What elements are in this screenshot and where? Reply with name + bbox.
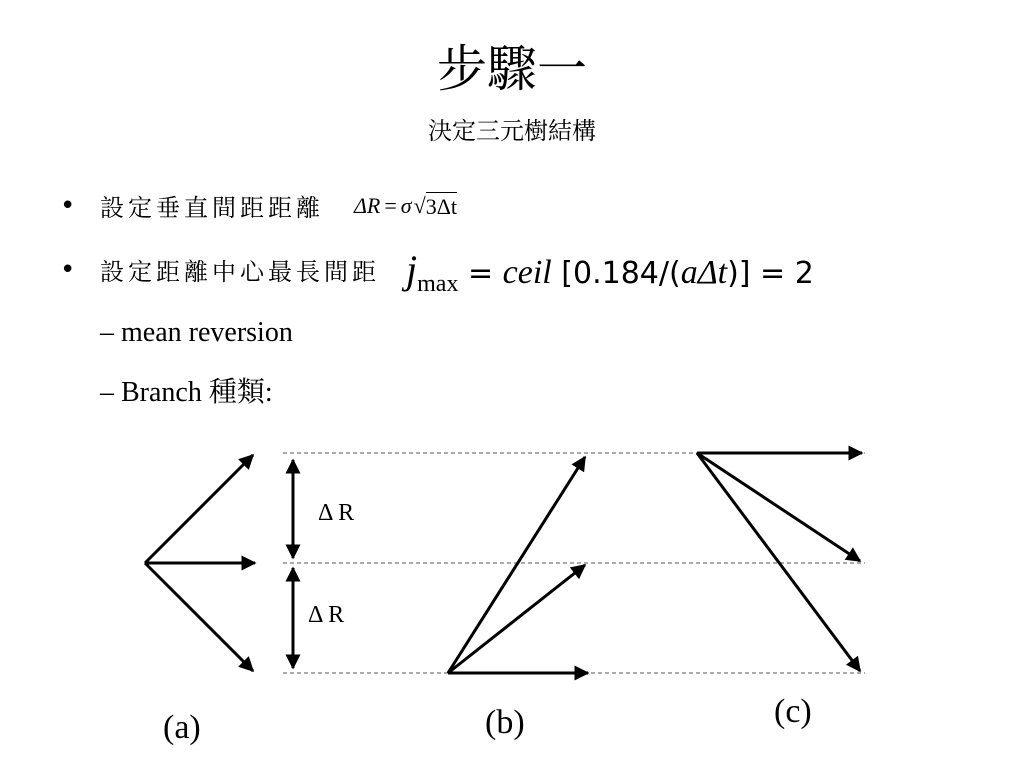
- formula-sub: max: [417, 271, 459, 297]
- formula-eq: =: [384, 192, 397, 218]
- formula-lhs: ΔR: [354, 192, 381, 218]
- panel-label-b: (b): [485, 704, 525, 741]
- delta-r-lower-label: Δ R: [308, 602, 345, 628]
- slide-title: 步驟一: [437, 40, 587, 98]
- subitem-dash: –: [100, 317, 114, 348]
- branch-b-up-one-arrow: [448, 565, 585, 673]
- panel-label-a: (a): [163, 709, 201, 746]
- delta-r-upper-label: Δ R: [318, 500, 355, 526]
- branch-c-downward: [697, 453, 862, 671]
- bullet-dot: •: [60, 190, 76, 221]
- branch-a-up-arrow: [145, 455, 253, 563]
- bullet-dot: •: [60, 254, 76, 285]
- formula-dt: Δt: [697, 254, 728, 291]
- subitem-dash: –: [100, 377, 114, 408]
- branch-c-down-two-arrow: [697, 453, 860, 671]
- formula-a: a: [680, 254, 698, 291]
- branch-a-down-arrow: [145, 563, 253, 671]
- formula-sigma: σ: [400, 192, 412, 218]
- subitem-text: mean reversion: [121, 317, 293, 348]
- formula-eq: =: [458, 256, 503, 291]
- formula-bracket-close: )] = 2: [727, 256, 814, 291]
- formula-radicand: 3Δt: [425, 193, 457, 219]
- formula-ceil: ceil: [502, 254, 552, 291]
- subitem-text: Branch 種類:: [121, 377, 273, 408]
- branch-b-upward: [448, 457, 588, 673]
- formula-j: j: [406, 247, 418, 292]
- formula-bracket-open: [0.184/(: [551, 256, 681, 291]
- bullet-text: 設定垂直間距距離: [100, 194, 324, 222]
- branch-c-down-one-arrow: [697, 453, 860, 561]
- slide-subtitle: 決定三元樹結構: [428, 117, 596, 145]
- sqrt-sign: √: [413, 192, 426, 218]
- panel-label-c: (c): [774, 693, 812, 730]
- branch-b-up-two-arrow: [448, 457, 585, 673]
- branch-a-normal: [145, 455, 255, 671]
- bullet-text: 設定距離中心最長間距: [100, 258, 380, 286]
